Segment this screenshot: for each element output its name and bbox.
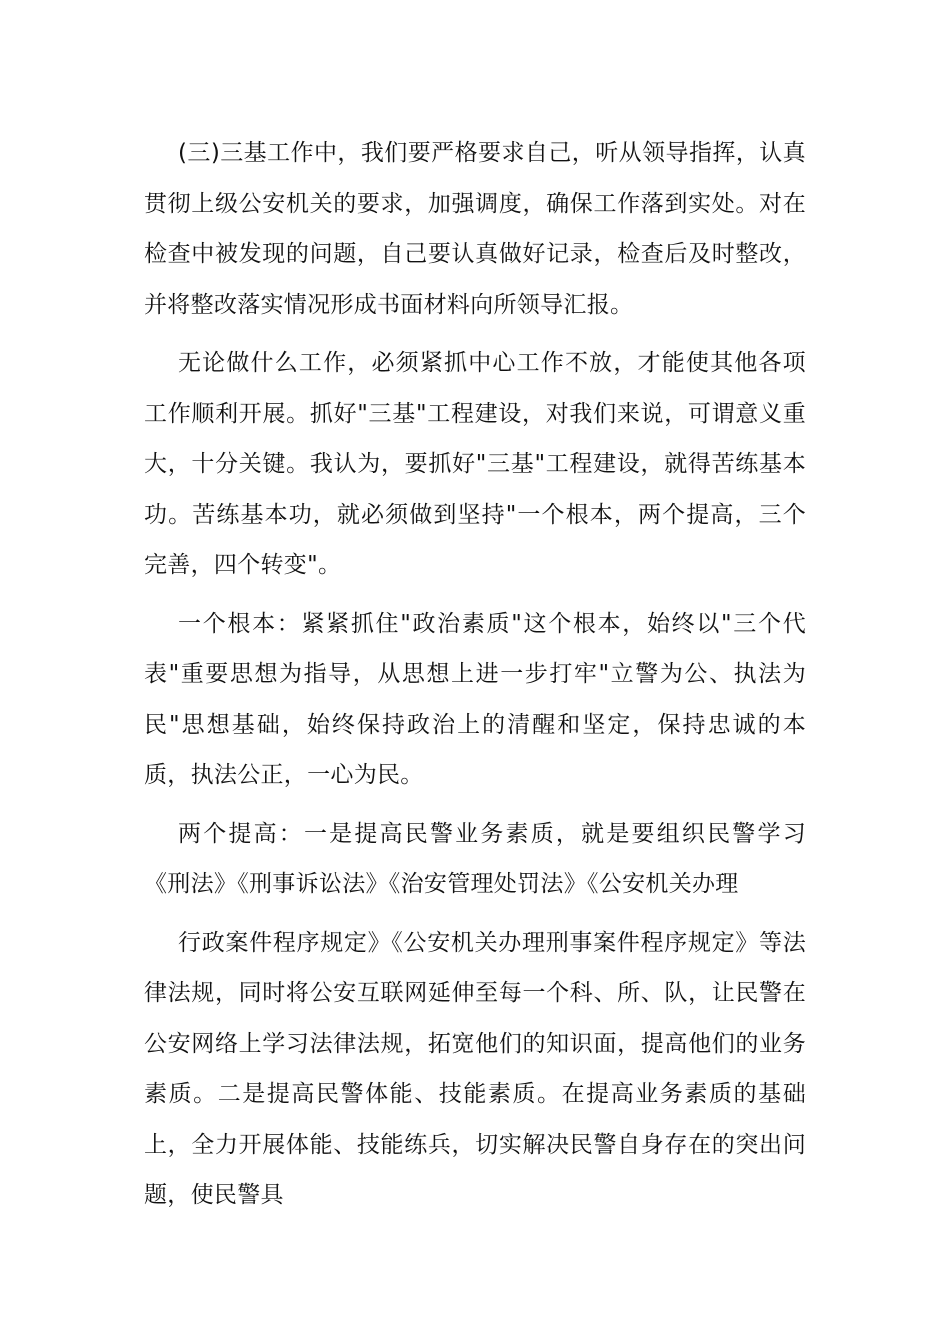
paragraph-regulations: 行政案件程序规定》《公安机关办理刑事案件程序规定》等法律法规，同时将公安互联网延伸至每一个科、所、队，让民警在公安网络上学习法律法规，拓宽他们的知识面，提高他们的业务素质。二是提高民警体能、技能素质。在提高业务素质的基础上，全力开展体能、技能练兵，切实解决民警自身存在的突出问题，使民警具 <box>144 929 806 1208</box>
paragraph-two-improvements: 两个提高：一是提高民警业务素质，就是要组织民警学习《刑法》《刑事诉讼法》《治安管理处罚法》《公安机关办理 <box>144 820 806 897</box>
paragraph-central-work: 无论做什么工作，必须紧抓中心工作不放，才能使其他各项工作顺利开展。抓好"三基"工程建设，对我们来说，可谓意义重大，十分关键。我认为，要抓好"三基"工程建设，就得苦练基本功。苦练基本功，就必须做到坚持"一个根本，两个提高，三个完善，四个转变"。 <box>144 350 806 578</box>
paragraph-one-fundamental: 一个根本：紧紧抓住"政治素质"这个根本，始终以"三个代表"重要思想为指导，从思想上进一步打牢"立警为公、执法为民"思想基础，始终保持政治上的清醒和坚定，保持忠诚的本质，执法公正，一心为民。 <box>144 610 806 788</box>
document-body <box>144 128 806 1229</box>
paragraph-sanji-work: (三)三基工作中，我们要严格要求自己，听从领导指挥，认真贯彻上级公安机关的要求，加强调度，确保工作落到实处。对在检查中被发现的问题，自己要认真做好记录，检查后及时整改，并将整改落实情况形成书面材料向所领导汇报。 <box>144 140 806 318</box>
